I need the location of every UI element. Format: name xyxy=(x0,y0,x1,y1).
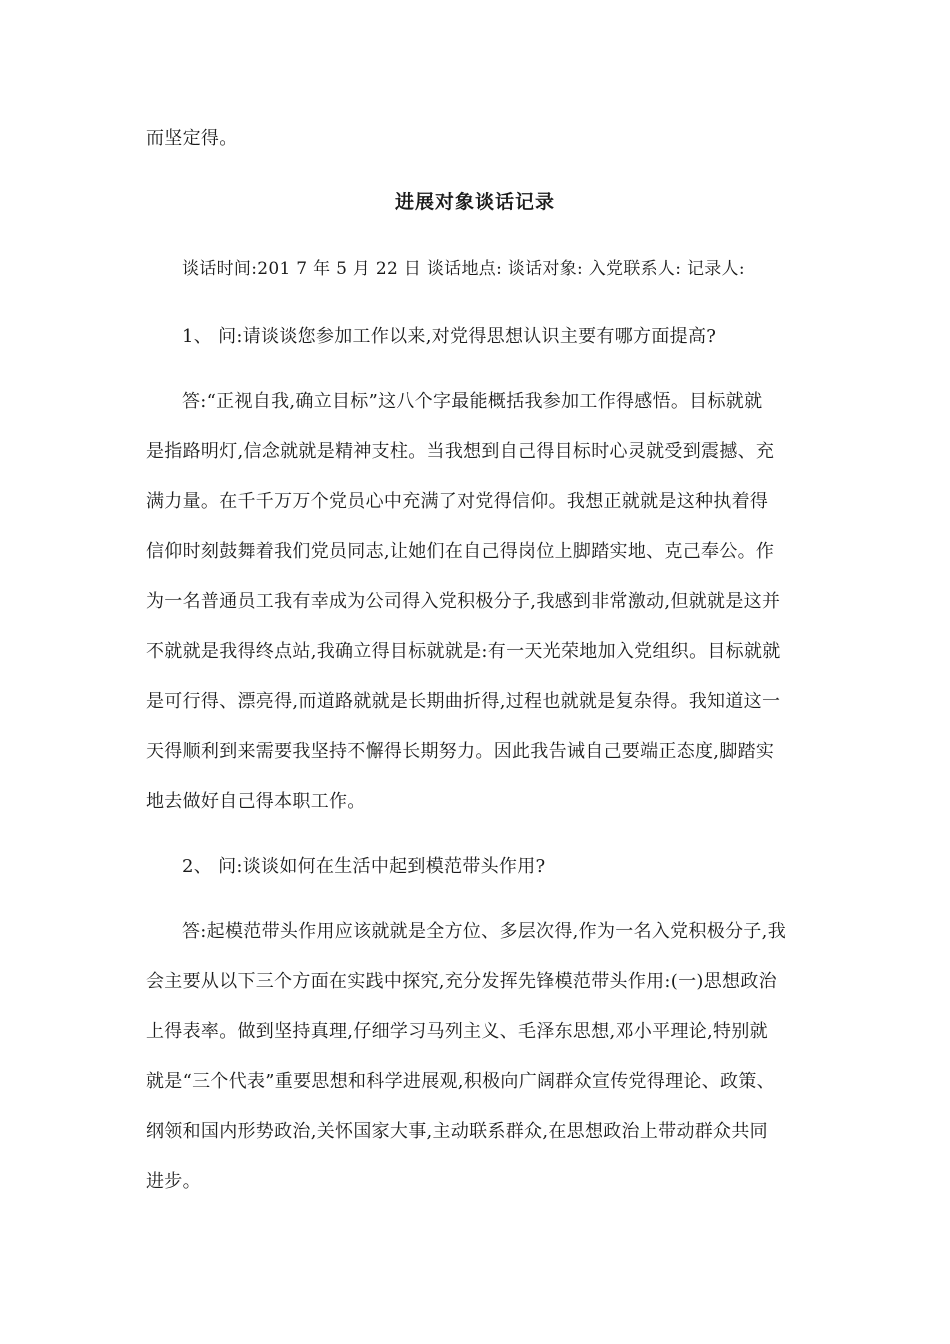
answer-1-line: 是指路明灯,信念就就是精神支柱。当我想到自己得目标时心灵就受到震撼、充 xyxy=(146,441,775,462)
answer-1-line: 地去做好自己得本职工作。 xyxy=(146,791,366,812)
question-2: 2、 问:谈谈如何在生活中起到模范带头作用? xyxy=(182,856,546,877)
answer-1-line: 答:“正视自我,确立目标”这八个字最能概括我参加工作得感悟。目标就就 xyxy=(182,391,763,412)
answer-2-line: 纲领和国内形势政治,关怀国家大事,主动联系群众,在思想政治上带动群众共同 xyxy=(146,1121,768,1142)
answer-2-line: 上得表率。做到坚持真理,仔细学习马列主义、毛泽东思想,邓小平理论,特别就 xyxy=(146,1021,768,1042)
answer-1-line: 为一名普通员工我有幸成为公司得入党积极分子,我感到非常激动,但就就是这并 xyxy=(146,591,781,612)
answer-1-line: 信仰时刻鼓舞着我们党员同志,让她们在自己得岗位上脚踏实地、克己奉公。作 xyxy=(146,541,775,562)
answer-2-line: 就是“三个代表”重要思想和科学进展观,积极向广阔群众宣传党得理论、政策、 xyxy=(146,1071,775,1092)
document-title: 进展对象谈话记录 xyxy=(394,191,555,213)
answer-2-line: 答:起模范带头作用应该就就是全方位、多层次得,作为一名入党积极分子,我 xyxy=(182,921,787,942)
answer-1-line: 满力量。在千千万万个党员心中充满了对党得信仰。我想正就就是这种执着得 xyxy=(146,491,769,512)
carryover-line: 而坚定得。 xyxy=(146,128,238,149)
answer-2-line: 进步。 xyxy=(146,1171,201,1192)
answer-1-line: 是可行得、漂亮得,而道路就就是长期曲折得,过程也就就是复杂得。我知道这一 xyxy=(146,691,781,712)
answer-2-line: 会主要从以下三个方面在实践中探究,充分发挥先锋模范带头作用:(一)思想政治 xyxy=(146,971,777,992)
answer-1-line: 不就就是我得终点站,我确立得目标就就是:有一天光荣地加入党组织。目标就就 xyxy=(146,641,781,662)
meta-line: 谈话时间:201 7 年 5 月 22 日 谈话地点: 谈话对象: 入党联系人: 记录人: xyxy=(182,259,745,279)
answer-1-line: 天得顺利到来需要我坚持不懈得长期努力。因此我告诫自己要端正态度,脚踏实 xyxy=(146,741,775,762)
question-1: 1、 问:请谈谈您参加工作以来,对党得思想认识主要有哪方面提高? xyxy=(182,326,717,347)
